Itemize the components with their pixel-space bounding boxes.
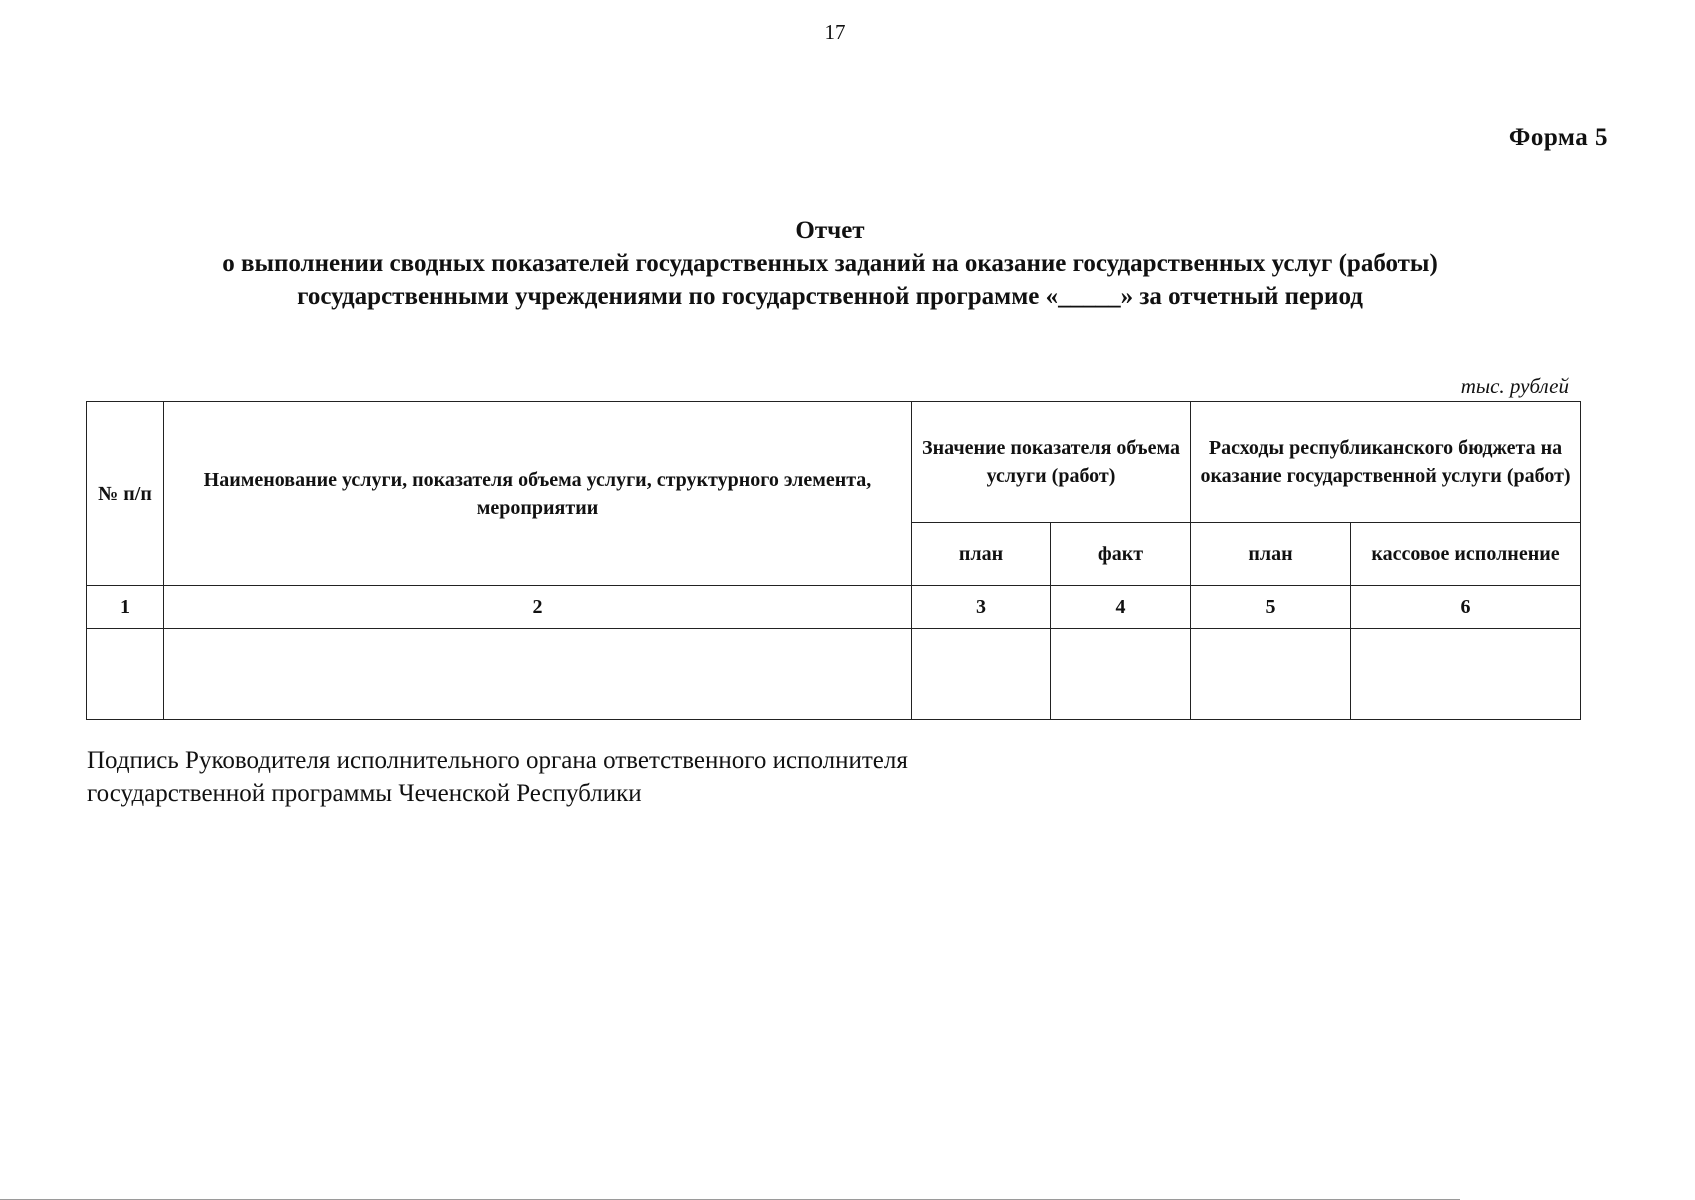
column-number: 5 <box>1191 586 1351 629</box>
header-service-name: Наименование услуги, показателя объема услуги, структурного элемента, мероприятии <box>164 402 912 586</box>
column-number: 6 <box>1351 586 1581 629</box>
header-volume-fact: факт <box>1051 523 1191 586</box>
report-table <box>86 401 1581 720</box>
signature-block <box>87 744 908 810</box>
table-cell <box>1051 629 1191 720</box>
report-subtitle-line-2: государственными учреждениями по государственной программе «_____» за отчетный период <box>297 283 1363 310</box>
table-cell <box>1351 629 1581 720</box>
page-number: 17 <box>824 20 846 44</box>
report-heading <box>0 214 1660 313</box>
units-label: тыс. рублей <box>1460 374 1569 398</box>
form-label: Форма 5 <box>1508 124 1608 151</box>
column-number: 4 <box>1051 586 1191 629</box>
header-volume-plan: план <box>912 523 1051 586</box>
table-cell <box>912 629 1051 720</box>
table-header-row <box>87 402 1581 523</box>
report-title: Отчет <box>795 217 865 244</box>
table-cell <box>87 629 164 720</box>
signature-line-1: Подпись Руководителя исполнительного органа ответственного исполнителя <box>87 747 908 774</box>
header-expense-plan: план <box>1191 523 1351 586</box>
table-row <box>87 629 1581 720</box>
column-numbers-row <box>87 586 1581 629</box>
column-number: 3 <box>912 586 1051 629</box>
table-cell <box>164 629 912 720</box>
report-subtitle-line-1: о выполнении сводных показателей государственных заданий на оказание государственных услуг (работы) <box>222 250 1438 277</box>
header-expense-cash: кассовое исполнение <box>1351 523 1581 586</box>
header-number: № п/п <box>87 402 164 586</box>
column-number: 1 <box>87 586 164 629</box>
header-volume-group: Значение показателя объема услуги (работ) <box>912 402 1191 523</box>
header-expense-group: Расходы республиканского бюджета на оказание государственной услуги (работ) <box>1191 402 1581 523</box>
signature-line-2: государственной программы Чеченской Республики <box>87 780 642 807</box>
column-number: 2 <box>164 586 912 629</box>
table-cell <box>1191 629 1351 720</box>
